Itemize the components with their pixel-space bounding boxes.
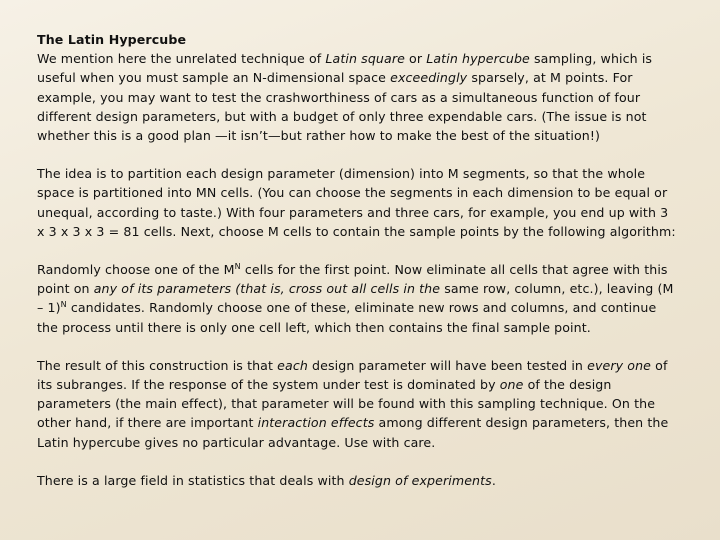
- term-latin-square: Latin square: [325, 51, 405, 67]
- text-run: of the design parameters (the main effect), that parameter will be found with this sampling technique. On the other hand, if there are important: [37, 377, 656, 431]
- emphasis-every-one: every one: [587, 357, 652, 373]
- text-run: The result of this construction is that: [37, 357, 278, 373]
- text-run: sparsely, at M points. For example, you may want to test the crashworthiness of cars as a simultaneous function of four different design parameters, but with a budget of only three expendable cars. (The issue is not whether this is a good plan —it isn’t—but rather how to make the best of the situation!): [37, 70, 647, 144]
- paragraph-result: [37, 356, 677, 452]
- text-run: of its subranges. If the response of the system under test is dominated by: [37, 357, 668, 393]
- text-run: same row, column, etc.), leaving (M – 1): [37, 281, 674, 316]
- text-run: cells for the first point. Now eliminate all cells that agree with this point on: [37, 262, 668, 297]
- emphasis-each: each: [277, 357, 308, 373]
- paragraph-partition: The idea is to partition each design parameter (dimension) into M segments, so that the whole space is partitioned into MN cells. (You can choose the segments in each dimension to be equal or unequal, according to taste.) With four parameters and three cars, for example, you end up with 3 x 3 x 3 x 3 = 81 cells. Next, choose M cells to contain the sample points by the following algorithm:: [37, 166, 676, 239]
- paragraph-algorithm: [37, 260, 677, 337]
- emphasis-design-of-experiments: design of experiments: [348, 472, 492, 488]
- superscript: N: [234, 261, 241, 271]
- text-run: candidates. Randomly choose one of these, eliminate new rows and columns, and continue the process until there is only one cell left, which then contains the final sample point.: [37, 300, 657, 335]
- term-latin-hypercube: Latin hypercube: [426, 51, 530, 67]
- text-body: [37, 30, 677, 509]
- text-run: .: [491, 472, 496, 488]
- text-run: sampling, which is useful when you must sample an N-dimensional space: [37, 51, 653, 86]
- section-title: The Latin Hypercube: [37, 32, 187, 47]
- emphasis-interaction-effects: interaction effects: [257, 415, 375, 431]
- text-run: There is a large field in statistics that deals with: [37, 472, 349, 488]
- text-run: design parameter will have been tested in: [307, 357, 588, 373]
- emphasis-parameters: any of its parameters (that is, cross out all cells in the: [93, 281, 441, 297]
- superscript: N: [60, 300, 67, 310]
- paragraph-closing: [37, 471, 677, 490]
- text-run: or: [404, 51, 427, 67]
- paragraph-intro: [37, 49, 677, 145]
- text-run: We mention here the unrelated technique of: [37, 51, 326, 67]
- text-run: Randomly choose one of the M: [37, 262, 235, 278]
- emphasis-exceedingly: exceedingly: [390, 70, 468, 86]
- emphasis-one: one: [499, 377, 524, 393]
- text-run: among different design parameters, then the Latin hypercube gives no particular advantage. Use with care.: [37, 415, 669, 450]
